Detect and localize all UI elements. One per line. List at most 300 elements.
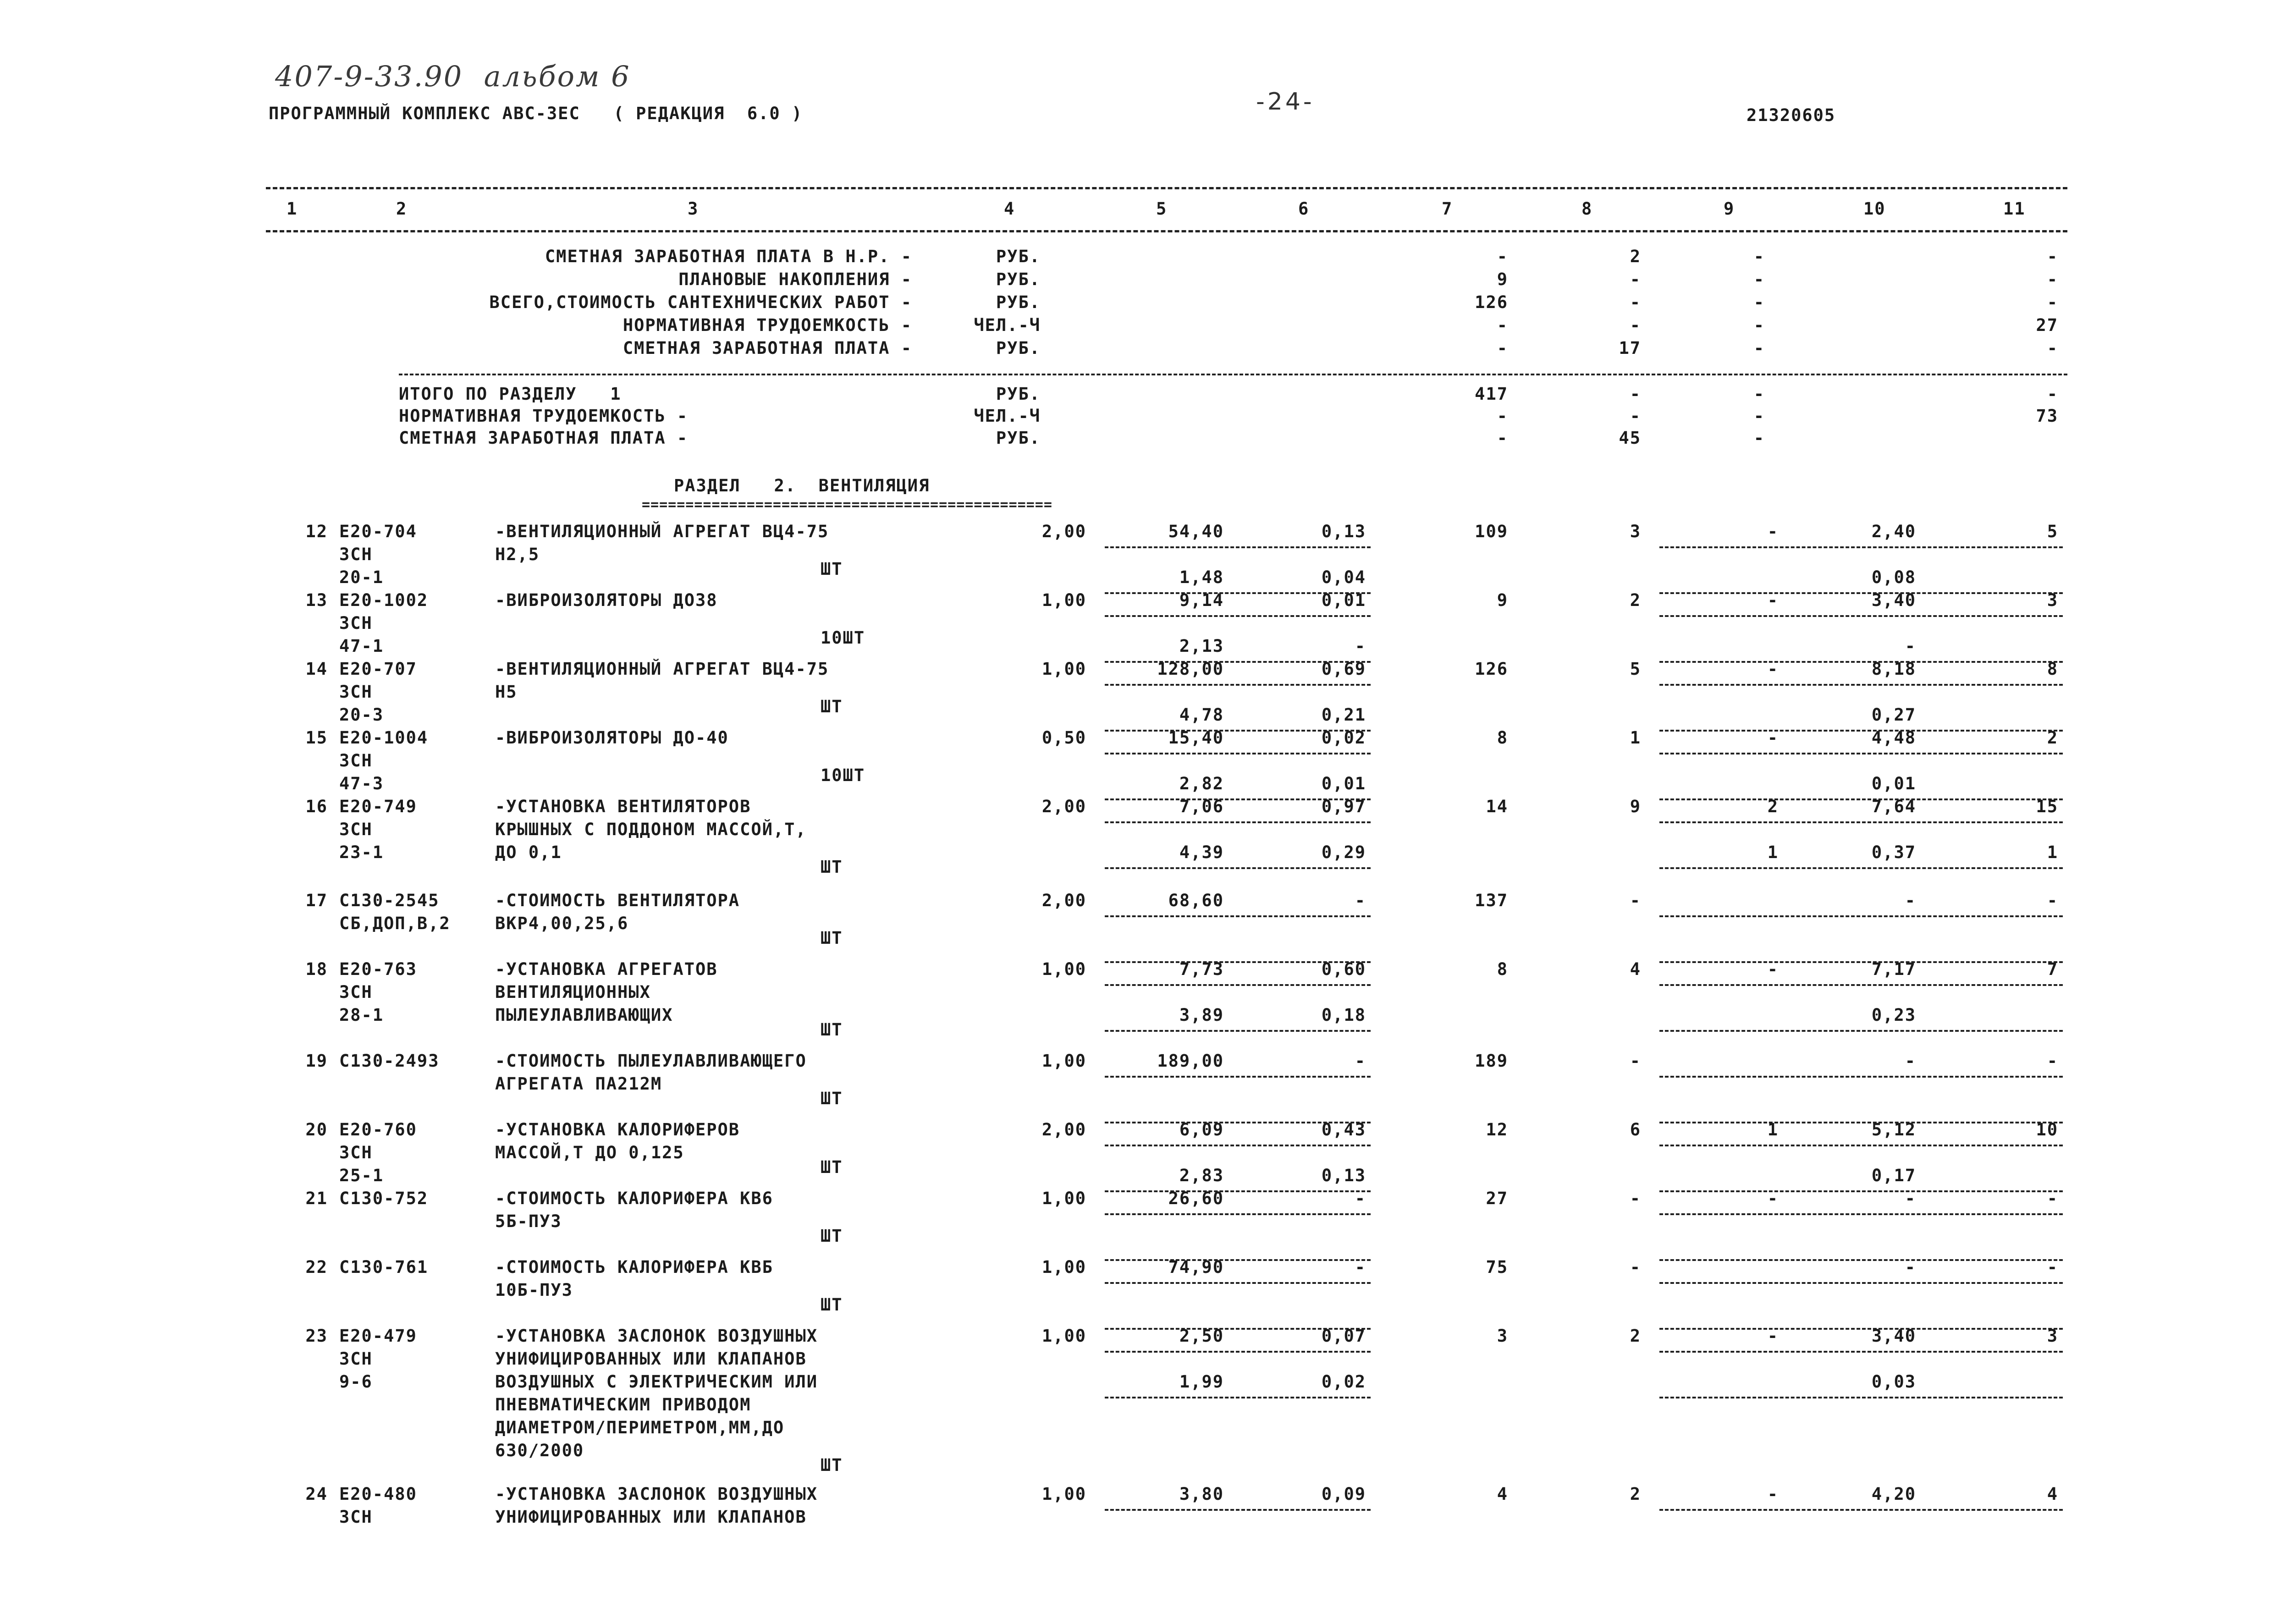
summary-unit: РУБ.: [996, 338, 1041, 358]
item-cost-salary: 2: [1630, 1484, 1641, 1504]
item-price-salary: -: [1355, 1051, 1366, 1071]
item-salary-secondary: 0,29: [1321, 842, 1366, 862]
summary-unit: ЧЕЛ.-Ч: [974, 315, 1041, 335]
item-number: 15: [305, 728, 328, 748]
col-num-10: 10: [1863, 199, 1886, 219]
item-number: 12: [305, 522, 328, 541]
item-cost-underline: [1659, 1076, 2063, 1078]
item-unit: ШТ: [821, 857, 843, 877]
item-price-total: 15,40: [1168, 728, 1224, 748]
item-number: 17: [305, 891, 328, 910]
section-underline: ===============================================: [642, 497, 1052, 513]
item-cost-salary: 6: [1630, 1120, 1641, 1140]
item-labor-secondary: -: [1905, 636, 1916, 656]
item-labor-total: -: [2047, 1189, 2058, 1208]
item-price-underline: [1105, 753, 1371, 754]
item-code: Е20-479: [339, 1326, 417, 1346]
item-description: Н5: [495, 682, 518, 702]
summary-col8: -: [1630, 315, 1641, 335]
item-cost-total: 8: [1497, 959, 1508, 979]
item-salary-secondary: 0,01: [1321, 774, 1366, 793]
summary-col8: 17: [1619, 338, 1641, 358]
total-label: СМЕТНАЯ ЗАРАБОТНАЯ ПЛАТА -: [399, 428, 689, 448]
item-code: С130-2545: [339, 891, 440, 910]
item-secondary-underline: [1105, 1190, 1371, 1192]
item-price-salary: -: [1355, 1257, 1366, 1277]
item-labor-unit: 3,40: [1871, 1326, 1916, 1346]
item-cost-total: 27: [1486, 1189, 1508, 1208]
item-unit: ШТ: [821, 1455, 843, 1475]
summary-divider: [399, 374, 2067, 375]
item-description: АГРЕГАТА ПА212М: [495, 1074, 662, 1094]
item-secondary-cost-underline: [1659, 1397, 2063, 1398]
summary-col9: -: [1753, 270, 1765, 289]
item-price-salary: 0,43: [1321, 1120, 1366, 1140]
summary-label: ВСЕГО,СТОИМОСТЬ САНТЕХНИЧЕСКИХ РАБОТ -: [489, 292, 912, 312]
item-labor-unit: 5,12: [1871, 1120, 1916, 1140]
item-description: 5Б-ПУЗ: [495, 1211, 562, 1231]
header-rule: [266, 230, 2067, 232]
item-labor-total: 7: [2047, 959, 2058, 979]
summary-unit: РУБ.: [996, 270, 1041, 289]
item-description: 630/2000: [495, 1441, 584, 1460]
col-num-1: 1: [286, 199, 298, 219]
item-price-total: 74,90: [1168, 1257, 1224, 1277]
item-labor-total: -: [2047, 1051, 2058, 1071]
item-description: ВЕНТИЛЯЦИОННЫХ: [495, 982, 651, 1002]
col-num-11: 11: [2003, 199, 2026, 219]
item-labor-secondary: 0,01: [1871, 774, 1916, 793]
item-description: МАССОЙ,Т ДО 0,125: [495, 1143, 684, 1162]
item-labor-total: 5: [2047, 522, 2058, 541]
item-code: 47-3: [339, 774, 384, 793]
item-number: 16: [305, 797, 328, 816]
item-description: ДИАМЕТРОМ/ПЕРИМЕТРОМ,ММ,ДО: [495, 1418, 785, 1437]
item-code: Е20-1002: [339, 590, 429, 610]
item-cost-underline: [1659, 1282, 2063, 1284]
item-number: 21: [305, 1189, 328, 1208]
item-labor-secondary: 0,03: [1871, 1372, 1916, 1392]
total-col7: -: [1497, 428, 1508, 448]
item-description: ВОЗДУШНЫХ С ЭЛЕКТРИЧЕСКИМ ИЛИ: [495, 1372, 818, 1392]
col-num-6: 6: [1298, 199, 1310, 219]
item-secondary-cost-underline: [1659, 798, 2063, 800]
item-price-total: 9,14: [1179, 590, 1224, 610]
item-cost-total: 3: [1497, 1326, 1508, 1346]
summary-label: НОРМАТИВНАЯ ТРУДОЕМКОСТЬ -: [623, 315, 912, 335]
item-number: 20: [305, 1120, 328, 1140]
item-quantity: 0,50: [1041, 728, 1086, 748]
summary-col11: -: [2047, 270, 2058, 289]
item-cost-machine: -: [1767, 522, 1779, 541]
item-quantity: 1,00: [1041, 1326, 1086, 1346]
item-price-underline: [1105, 1351, 1371, 1353]
item-cost-machine: -: [1767, 1484, 1779, 1504]
total-unit: РУБ.: [996, 428, 1041, 448]
item-price-underline: [1105, 984, 1371, 986]
item-price-underline: [1105, 615, 1371, 617]
item-code: Е20-707: [339, 659, 417, 679]
item-code: Е20-749: [339, 797, 417, 816]
item-secondary-cost-underline: [1659, 961, 2063, 963]
item-description: -ВИБРОИЗОЛЯТОРЫ ДО38: [495, 590, 718, 610]
summary-col8: -: [1630, 292, 1641, 312]
item-labor-total: -: [2047, 891, 2058, 910]
item-labor-total: -: [2047, 1257, 2058, 1277]
item-description: ВКР4,00,25,6: [495, 914, 629, 933]
summary-col7: 126: [1475, 292, 1508, 312]
item-quantity: 1,00: [1041, 1051, 1086, 1071]
item-unit: ШТ: [821, 559, 843, 579]
item-price-salary: 0,97: [1321, 797, 1366, 816]
item-code: С130-2493: [339, 1051, 440, 1071]
item-code: ЗСН: [339, 682, 373, 702]
item-code: С130-752: [339, 1189, 429, 1208]
page-number: -24-: [1256, 88, 1315, 116]
item-labor-total: 8: [2047, 659, 2058, 679]
summary-label: ПЛАНОВЫЕ НАКОПЛЕНИЯ -: [678, 270, 912, 289]
item-number: 23: [305, 1326, 328, 1346]
item-quantity: 1,00: [1041, 1257, 1086, 1277]
item-code: 47-1: [339, 636, 384, 656]
item-code: 23-1: [339, 842, 384, 862]
item-price-salary: -: [1355, 1189, 1366, 1208]
item-number: 18: [305, 959, 328, 979]
summary-col9: -: [1753, 315, 1765, 335]
item-labor-total: 3: [2047, 1326, 2058, 1346]
item-code: С130-761: [339, 1257, 429, 1277]
item-salary-secondary: -: [1355, 636, 1366, 656]
item-labor-unit: 8,18: [1871, 659, 1916, 679]
item-price-salary: 0,69: [1321, 659, 1366, 679]
total-col9: -: [1753, 406, 1765, 426]
item-description: -СТОИМОСТЬ ПЫЛЕУЛАВЛИВАЮЩЕГО: [495, 1051, 807, 1071]
item-price-total: 68,60: [1168, 891, 1224, 910]
item-cost-total: 12: [1486, 1120, 1508, 1140]
item-salary-secondary: 0,13: [1321, 1166, 1366, 1185]
item-description: -УСТАНОВКА ВЕНТИЛЯТОРОВ: [495, 797, 751, 816]
item-secondary-cost-underline: [1659, 1259, 2063, 1261]
item-labor-secondary: 0,08: [1871, 567, 1916, 587]
item-code: 9-6: [339, 1372, 373, 1392]
item-code: СБ,ДОП,В,2: [339, 914, 451, 933]
item-secondary-underline: [1105, 867, 1371, 869]
total-col7: -: [1497, 406, 1508, 426]
item-description: ДО 0,1: [495, 842, 562, 862]
item-unit: 10ШТ: [821, 628, 865, 648]
item-labor-unit: 7,64: [1871, 797, 1916, 816]
item-code: 20-1: [339, 567, 384, 587]
item-price-total: 189,00: [1157, 1051, 1224, 1071]
item-cost-salary: 9: [1630, 797, 1641, 816]
item-salary-secondary: 0,04: [1321, 567, 1366, 587]
item-secondary-underline: [1105, 1030, 1371, 1032]
item-description: -ВИБРОИЗОЛЯТОРЫ ДО-40: [495, 728, 729, 748]
item-code: 28-1: [339, 1005, 384, 1025]
item-labor-total-secondary: 1: [2047, 842, 2058, 862]
col-num-4: 4: [1004, 199, 1015, 219]
item-quantity: 2,00: [1041, 1120, 1086, 1140]
item-price-underline: [1105, 1076, 1371, 1078]
item-cost-machine: -: [1767, 1189, 1779, 1208]
total-col8: -: [1630, 384, 1641, 404]
summary-col11: -: [2047, 247, 2058, 266]
item-cost-total: 14: [1486, 797, 1508, 816]
item-cost-underline: [1659, 915, 2063, 917]
item-salary-secondary: 0,18: [1321, 1005, 1366, 1025]
item-quantity: 1,00: [1041, 590, 1086, 610]
item-code: ЗСН: [339, 545, 373, 564]
item-description: -УСТАНОВКА АГРЕГАТОВ: [495, 959, 718, 979]
item-unit: ШТ: [821, 1157, 843, 1177]
item-unit: 10ШТ: [821, 765, 865, 785]
item-cost-underline: [1659, 753, 2063, 754]
item-price-salary: 0,60: [1321, 959, 1366, 979]
item-cost-machine: 1: [1767, 1120, 1779, 1140]
summary-col11: 27: [2036, 315, 2058, 335]
item-quantity: 2,00: [1041, 797, 1086, 816]
item-number: 14: [305, 659, 328, 679]
item-description: -УСТАНОВКА ЗАСЛОНОК ВОЗДУШНЫХ: [495, 1326, 818, 1346]
item-cost-salary: 1: [1630, 728, 1641, 748]
summary-col7: -: [1497, 247, 1508, 266]
item-secondary-cost-underline: [1659, 867, 2063, 869]
item-cost-total: 126: [1475, 659, 1508, 679]
item-price-total: 7,73: [1179, 959, 1224, 979]
summary-col9: -: [1753, 247, 1765, 266]
item-cost-total: 137: [1475, 891, 1508, 910]
item-secondary-cost-underline: [1659, 592, 2063, 594]
item-price-underline: [1105, 546, 1371, 548]
item-price-total: 26,60: [1168, 1189, 1224, 1208]
item-labor-total: 3: [2047, 590, 2058, 610]
summary-col9: -: [1753, 292, 1765, 312]
item-code: ЗСН: [339, 1143, 373, 1162]
item-cost-total: 189: [1475, 1051, 1508, 1071]
item-cost-total: 8: [1497, 728, 1508, 748]
item-cost-underline: [1659, 1145, 2063, 1146]
item-cost-underline: [1659, 1509, 2063, 1511]
item-salary-secondary: 0,02: [1321, 1372, 1366, 1392]
summary-col11: -: [2047, 292, 2058, 312]
summary-col8: -: [1630, 270, 1641, 289]
item-price-salary: 0,09: [1321, 1484, 1366, 1504]
item-cost-underline: [1659, 546, 2063, 548]
item-description: -СТОИМОСТЬ КАЛОРИФЕРА КВБ: [495, 1257, 773, 1277]
item-code: Е20-704: [339, 522, 417, 541]
item-price-total: 128,00: [1157, 659, 1224, 679]
item-cost-salary: -: [1630, 1189, 1641, 1208]
item-number: 19: [305, 1051, 328, 1071]
item-labor-secondary: 0,23: [1871, 1005, 1916, 1025]
item-labor-unit: -: [1905, 1189, 1916, 1208]
item-cost-underline: [1659, 1351, 2063, 1353]
item-cost-salary: 4: [1630, 959, 1641, 979]
item-last-underline: [1105, 1509, 1371, 1511]
item-description: Н2,5: [495, 545, 540, 564]
item-price-total: 54,40: [1168, 522, 1224, 541]
total-unit: РУБ.: [996, 384, 1041, 404]
item-price-underline: [1105, 915, 1371, 917]
item-code: Е20-763: [339, 959, 417, 979]
item-price-secondary: 2,13: [1179, 636, 1224, 656]
total-col9: -: [1753, 428, 1765, 448]
item-cost-salary: -: [1630, 891, 1641, 910]
total-unit: ЧЕЛ.-Ч: [974, 406, 1041, 426]
item-labor-unit: 4,20: [1871, 1484, 1916, 1504]
item-cost-salary: 2: [1630, 1326, 1641, 1346]
item-cost-total: 109: [1475, 522, 1508, 541]
item-price-total: 3,80: [1179, 1484, 1224, 1504]
item-price-total: 7,06: [1179, 797, 1224, 816]
item-machine-secondary: 1: [1767, 842, 1779, 862]
item-unit: ШТ: [821, 928, 843, 948]
item-code: ЗСН: [339, 613, 373, 633]
item-unit: ШТ: [821, 1089, 843, 1108]
item-description: ПНЕВМАТИЧЕСКИМ ПРИВОДОМ: [495, 1395, 751, 1415]
item-cost-machine: -: [1767, 959, 1779, 979]
item-price-salary: 0,01: [1321, 590, 1366, 610]
document-code: 21320605: [1747, 105, 1836, 125]
item-secondary-cost-underline: [1659, 1030, 2063, 1032]
summary-label: СМЕТНАЯ ЗАРАБОТНАЯ ПЛАТА В Н.Р. -: [545, 247, 912, 266]
item-secondary-cost-underline: [1659, 1328, 2063, 1330]
item-price-secondary: 1,48: [1179, 567, 1224, 587]
col-num-3: 3: [688, 199, 699, 219]
item-cost-machine: -: [1767, 659, 1779, 679]
item-cost-underline: [1659, 684, 2063, 686]
item-code: Е20-760: [339, 1120, 417, 1140]
item-description: -СТОИМОСТЬ КАЛОРИФЕРА КВ6: [495, 1189, 773, 1208]
total-col8: 45: [1619, 428, 1641, 448]
handwritten-album-note: 407-9-33.90 альбом 6: [275, 60, 631, 93]
item-code: Е20-480: [339, 1484, 417, 1504]
total-col9: -: [1753, 384, 1765, 404]
item-description: КРЫШНЫХ С ПОДДОНОМ МАССОЙ,Т,: [495, 820, 807, 839]
item-description: -УСТАНОВКА КАЛОРИФЕРОВ: [495, 1120, 740, 1140]
item-labor-total: 15: [2036, 797, 2058, 816]
total-col8: -: [1630, 406, 1641, 426]
item-labor-unit: 2,40: [1871, 522, 1916, 541]
item-code: ЗСН: [339, 820, 373, 839]
item-unit: ШТ: [821, 1020, 843, 1040]
item-price-underline: [1105, 1213, 1371, 1215]
total-label: ИТОГО ПО РАЗДЕЛУ 1: [399, 384, 622, 404]
item-price-underline: [1105, 821, 1371, 823]
item-unit: ШТ: [821, 1226, 843, 1246]
item-quantity: 2,00: [1041, 522, 1086, 541]
item-price-secondary: 4,78: [1179, 705, 1224, 725]
top-rule: [266, 187, 2067, 189]
item-number: 13: [305, 590, 328, 610]
item-price-underline: [1105, 684, 1371, 686]
item-unit: ШТ: [821, 1295, 843, 1315]
summary-col7: -: [1497, 338, 1508, 358]
summary-unit: РУБ.: [996, 247, 1041, 266]
item-description: -СТОИМОСТЬ ВЕНТИЛЯТОРА: [495, 891, 740, 910]
item-code: ЗСН: [339, 982, 373, 1002]
item-price-secondary: 4,39: [1179, 842, 1224, 862]
item-cost-machine: -: [1767, 590, 1779, 610]
item-cost-machine: -: [1767, 728, 1779, 748]
item-code: Е20-1004: [339, 728, 429, 748]
item-cost-total: 9: [1497, 590, 1508, 610]
item-cost-total: 75: [1486, 1257, 1508, 1277]
item-cost-machine: -: [1767, 1326, 1779, 1346]
summary-label: СМЕТНАЯ ЗАРАБОТНАЯ ПЛАТА -: [623, 338, 912, 358]
col-num-5: 5: [1156, 199, 1168, 219]
item-labor-total: 10: [2036, 1120, 2058, 1140]
summary-col11: -: [2047, 338, 2058, 358]
item-labor-secondary: 0,27: [1871, 705, 1916, 725]
item-cost-salary: 5: [1630, 659, 1641, 679]
item-price-secondary: 3,89: [1179, 1005, 1224, 1025]
item-secondary-underline: [1105, 1259, 1371, 1261]
item-price-secondary: 2,83: [1179, 1166, 1224, 1185]
item-number: 24: [305, 1484, 328, 1504]
item-cost-underline: [1659, 615, 2063, 617]
item-price-total: 2,50: [1179, 1326, 1224, 1346]
item-price-salary: 0,02: [1321, 728, 1366, 748]
item-description: УНИФИЦИРОВАННЫХ ИЛИ КЛАПАНОВ: [495, 1349, 807, 1369]
item-code: ЗСН: [339, 751, 373, 771]
item-cost-underline: [1659, 1213, 2063, 1215]
item-price-total: 6,09: [1179, 1120, 1224, 1140]
item-cost-salary: -: [1630, 1257, 1641, 1277]
item-quantity: 1,00: [1041, 659, 1086, 679]
total-label: НОРМАТИВНАЯ ТРУДОЕМКОСТЬ -: [399, 406, 689, 426]
item-cost-salary: 2: [1630, 590, 1641, 610]
item-labor-unit: -: [1905, 1257, 1916, 1277]
program-header: ПРОГРАММНЫЙ КОМПЛЕКС АВС-ЗЕС ( РЕДАКЦИЯ 6.0 ): [269, 104, 803, 123]
summary-unit: РУБ.: [996, 292, 1041, 312]
item-unit: ШТ: [821, 697, 843, 716]
total-col7: 417: [1475, 384, 1508, 404]
col-num-8: 8: [1581, 199, 1593, 219]
item-price-secondary: 1,99: [1179, 1372, 1224, 1392]
item-labor-unit: 7,17: [1871, 959, 1916, 979]
item-labor-total: 2: [2047, 728, 2058, 748]
item-quantity: 1,00: [1041, 1189, 1086, 1208]
item-labor-secondary: 0,17: [1871, 1166, 1916, 1185]
item-code: 20-3: [339, 705, 384, 725]
item-number: 22: [305, 1257, 328, 1277]
item-secondary-cost-underline: [1659, 730, 2063, 732]
item-labor-total: 4: [2047, 1484, 2058, 1504]
item-description: 10Б-ПУЗ: [495, 1280, 573, 1300]
item-description: -УСТАНОВКА ЗАСЛОНОК ВОЗДУШНЫХ: [495, 1484, 818, 1504]
summary-col7: -: [1497, 315, 1508, 335]
item-price-secondary: 2,82: [1179, 774, 1224, 793]
col-num-2: 2: [396, 199, 408, 219]
col-num-7: 7: [1442, 199, 1453, 219]
item-description: ПЫЛЕУЛАВЛИВАЮЩИХ: [495, 1005, 673, 1025]
item-salary-secondary: 0,21: [1321, 705, 1366, 725]
item-labor-unit: 3,40: [1871, 590, 1916, 610]
item-labor-secondary: 0,37: [1871, 842, 1916, 862]
item-code: ЗСН: [339, 1349, 373, 1369]
item-price-salary: 0,13: [1321, 522, 1366, 541]
item-cost-machine: 2: [1767, 797, 1779, 816]
item-price-salary: -: [1355, 891, 1366, 910]
item-secondary-cost-underline: [1659, 1190, 2063, 1192]
item-cost-salary: -: [1630, 1051, 1641, 1071]
section-title: РАЗДЕЛ 2. ВЕНТИЛЯЦИЯ: [674, 476, 930, 495]
summary-col8: 2: [1630, 247, 1641, 266]
item-cost-total: 4: [1497, 1484, 1508, 1504]
summary-col9: -: [1753, 338, 1765, 358]
total-col11: 73: [2036, 406, 2058, 426]
